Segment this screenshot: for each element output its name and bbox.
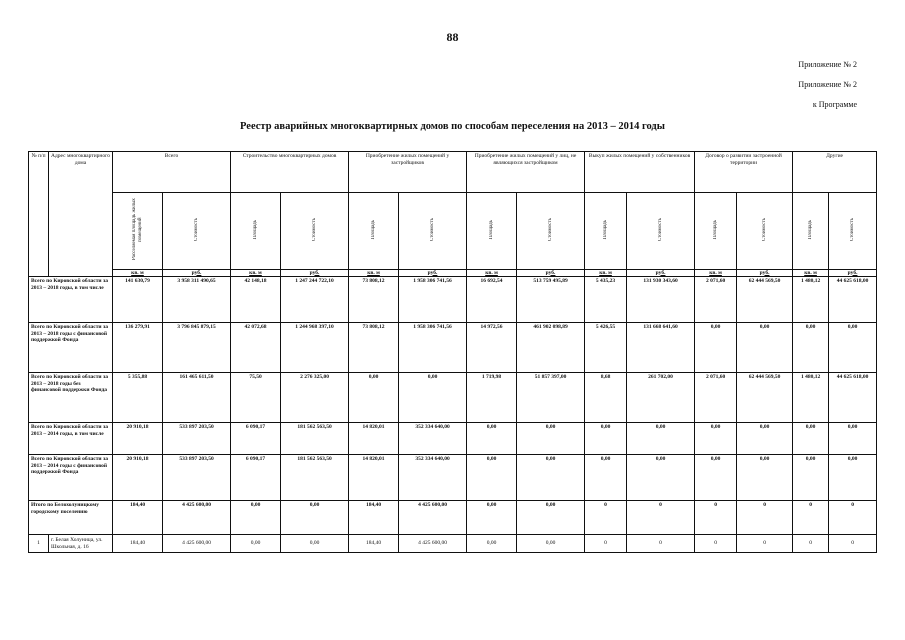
table-row xyxy=(29,277,877,323)
subheader-cost: Стоимость xyxy=(829,193,877,270)
table-cell: 184,40 xyxy=(349,501,399,535)
table-cell: 0,00 xyxy=(467,423,517,455)
table-cell: 0,00 xyxy=(517,455,585,501)
table-cell: 0 xyxy=(695,535,737,553)
table-cell: 1 719,98 xyxy=(467,373,517,423)
table-cell: 16 692,54 xyxy=(467,277,517,323)
row-address: г. Белая Холуница, ул. Школьная, д. 16 xyxy=(49,535,113,553)
table-cell: 20 910,18 xyxy=(113,455,163,501)
row-label: Всего по Кировской области за 2013 – 2018 годы, в том числе xyxy=(29,277,113,323)
row-label: Всего по Кировской области за 2013 – 2018 годы с финансовой поддержкой Фонда xyxy=(29,323,113,373)
table-cell: 461 902 098,89 xyxy=(517,323,585,373)
table-cell: 0,00 xyxy=(829,423,877,455)
table-cell: 14 820,01 xyxy=(349,423,399,455)
table-cell: 0,00 xyxy=(585,423,627,455)
table-cell: 0 xyxy=(829,535,877,553)
table-cell: 0,00 xyxy=(585,455,627,501)
table-cell: 42 148,18 xyxy=(231,277,281,323)
table-cell: 0 xyxy=(793,535,829,553)
unit-area: кв. м xyxy=(695,269,737,277)
table-cell: 0,00 xyxy=(231,535,281,553)
table-cell: 0,00 xyxy=(467,501,517,535)
table-cell: 6 090,17 xyxy=(231,455,281,501)
table-cell: 0 xyxy=(829,501,877,535)
unit-cost: руб. xyxy=(737,269,793,277)
appendix-line: к Программе xyxy=(812,100,857,109)
table-cell: 6 090,17 xyxy=(231,423,281,455)
table-row xyxy=(29,373,877,423)
header-address: Адрес многоквартирного дома xyxy=(49,152,113,277)
table-row xyxy=(29,535,877,553)
table-cell: 44 625 618,00 xyxy=(829,373,877,423)
table-cell: 5 355,88 xyxy=(113,373,163,423)
unit-area: кв. м xyxy=(349,269,399,277)
subheader-area: Площадь xyxy=(467,193,517,270)
subheader-area: Площадь xyxy=(231,193,281,270)
table-cell: 0,00 xyxy=(517,423,585,455)
unit-cost: руб. xyxy=(829,269,877,277)
table-cell: 1 247 244 722,10 xyxy=(281,277,349,323)
table-cell: 136 279,91 xyxy=(113,323,163,373)
table-cell: 14 972,56 xyxy=(467,323,517,373)
table-cell: 5 426,55 xyxy=(585,323,627,373)
table-cell: 44 625 618,00 xyxy=(829,277,877,323)
row-label: Всего по Кировской области за 2013 – 2014 годы, в том числе xyxy=(29,423,113,455)
subheader-area: Площадь xyxy=(585,193,627,270)
table-cell: 8,68 xyxy=(585,373,627,423)
table-cell: 0,00 xyxy=(517,535,585,553)
table-cell: 513 759 495,89 xyxy=(517,277,585,323)
table-cell: 181 562 563,50 xyxy=(281,423,349,455)
header-group: Приобретение жилых помещений у лиц, не являющихся застройщиком xyxy=(467,152,585,193)
table-cell: 2 276 325,00 xyxy=(281,373,349,423)
subheader-cost: Стоимость xyxy=(517,193,585,270)
table-cell: 0,00 xyxy=(737,323,793,373)
table-cell: 73 808,12 xyxy=(349,277,399,323)
unit-area: кв. м xyxy=(793,269,829,277)
register-table xyxy=(28,151,877,553)
table-cell: 0 xyxy=(737,501,793,535)
table-cell: 0,00 xyxy=(829,455,877,501)
header-num: № п/п xyxy=(29,152,49,277)
unit-cost: руб. xyxy=(281,269,349,277)
table-cell: 0,00 xyxy=(627,455,695,501)
subheader-area: Площадь xyxy=(793,193,829,270)
table-cell: 352 334 640,00 xyxy=(399,455,467,501)
table-cell: 0,00 xyxy=(737,455,793,501)
table-cell: 42 072,68 xyxy=(231,323,281,373)
table-cell: 0,00 xyxy=(281,501,349,535)
unit-cost: руб. xyxy=(517,269,585,277)
table-cell: 0 xyxy=(585,535,627,553)
row-label: Итого по Белохолуницкому городскому поселению xyxy=(29,501,113,535)
table-cell: 0 xyxy=(585,501,627,535)
header-group: Строительство многоквартирных домов xyxy=(231,152,349,193)
table-cell: 4 425 600,00 xyxy=(399,535,467,553)
row-label: Всего по Кировской области за 2013 – 2018 годы без финансовой поддержки Фонда xyxy=(29,373,113,423)
table-cell: 261 702,00 xyxy=(627,373,695,423)
table-cell: 0,00 xyxy=(281,535,349,553)
table-cell: 161 465 611,50 xyxy=(163,373,231,423)
table-cell: 1 480,12 xyxy=(793,373,829,423)
table-cell: 62 444 569,50 xyxy=(737,373,793,423)
appendix-line: Приложение № 2 xyxy=(798,80,857,89)
table-cell: 2 071,60 xyxy=(695,277,737,323)
unit-area: кв. м xyxy=(585,269,627,277)
table-cell: 0,00 xyxy=(695,423,737,455)
table-cell: 181 562 563,50 xyxy=(281,455,349,501)
table-cell: 0 xyxy=(627,501,695,535)
header-group: Приобретение жилых помещений у застройщиков xyxy=(349,152,467,193)
table-cell: 0,00 xyxy=(695,455,737,501)
table-cell: 1 244 968 397,10 xyxy=(281,323,349,373)
table-cell: 0,00 xyxy=(695,323,737,373)
table-cell: 0,00 xyxy=(793,323,829,373)
table-cell: 0,00 xyxy=(627,423,695,455)
table-row xyxy=(29,501,877,535)
table-cell: 75,50 xyxy=(231,373,281,423)
table-cell: 131 668 641,60 xyxy=(627,323,695,373)
table-cell: 0,00 xyxy=(737,423,793,455)
subheader-cost: Стоимость xyxy=(281,193,349,270)
row-number: 1 xyxy=(29,535,49,553)
table-cell: 184,40 xyxy=(113,535,163,553)
table-cell: 4 425 600,00 xyxy=(163,535,231,553)
table-cell: 3 796 845 879,15 xyxy=(163,323,231,373)
unit-cost: руб. xyxy=(163,269,231,277)
page-number: 88 xyxy=(446,30,459,44)
table-cell: 0,00 xyxy=(467,455,517,501)
table-cell: 0,00 xyxy=(793,455,829,501)
table-cell: 5 435,23 xyxy=(585,277,627,323)
table-row xyxy=(29,323,877,373)
subheader-area: Площадь xyxy=(349,193,399,270)
table-cell: 62 444 569,50 xyxy=(737,277,793,323)
table-cell: 2 071,60 xyxy=(695,373,737,423)
subheader-cost: Стоимость xyxy=(163,193,231,270)
table-cell: 3 958 311 490,65 xyxy=(163,277,231,323)
table-cell: 4 425 600,00 xyxy=(399,501,467,535)
table-cell: 0,00 xyxy=(829,323,877,373)
subheader-cost: Стоимость xyxy=(399,193,467,270)
document-title: Реестр аварийных многоквартирных домов по способам переселения на 2013 – 2014 годы xyxy=(240,121,665,132)
table-cell: 352 334 640,00 xyxy=(399,423,467,455)
table-row xyxy=(29,455,877,501)
unit-area: кв. м xyxy=(231,269,281,277)
unit-area: кв. м xyxy=(467,269,517,277)
appendix-line: Приложение № 2 xyxy=(798,60,857,69)
table-cell: 131 930 343,60 xyxy=(627,277,695,323)
header-group: Договор о развитии застроенной территории xyxy=(695,152,793,193)
header-group: Всего xyxy=(113,152,231,193)
table-cell: 0,00 xyxy=(349,373,399,423)
table-cell: 0 xyxy=(793,501,829,535)
unit-cost: руб. xyxy=(627,269,695,277)
row-label: Всего по Кировской области за 2013 – 2014 годы с финансовой поддержкой Фонда xyxy=(29,455,113,501)
table-cell: 20 910,18 xyxy=(113,423,163,455)
table-cell: 184,40 xyxy=(349,535,399,553)
table-cell: 4 425 600,00 xyxy=(163,501,231,535)
table-cell: 0 xyxy=(627,535,695,553)
table-cell: 0,00 xyxy=(793,423,829,455)
table-cell: 51 857 397,00 xyxy=(517,373,585,423)
unit-cost: руб. xyxy=(399,269,467,277)
table-cell: 533 897 203,50 xyxy=(163,455,231,501)
table-cell: 184,40 xyxy=(113,501,163,535)
table-cell: 0 xyxy=(737,535,793,553)
table-cell: 533 897 203,50 xyxy=(163,423,231,455)
unit-area: кв. м xyxy=(113,269,163,277)
table-row xyxy=(29,423,877,455)
table-cell: 1 480,12 xyxy=(793,277,829,323)
header-group: Выкуп жилых помещений у собственников xyxy=(585,152,695,193)
subheader-area: Расселяемая площадь жилых помещений xyxy=(113,193,163,270)
header-group: Другие xyxy=(793,152,877,193)
table-cell: 0,00 xyxy=(517,501,585,535)
table-cell: 73 808,12 xyxy=(349,323,399,373)
table-cell: 0,00 xyxy=(399,373,467,423)
table-cell: 0 xyxy=(695,501,737,535)
subheader-area: Площадь xyxy=(695,193,737,270)
table-cell: 14 820,01 xyxy=(349,455,399,501)
table-cell: 0,00 xyxy=(231,501,281,535)
table-cell: 1 958 306 741,56 xyxy=(399,277,467,323)
table-cell: 141 630,79 xyxy=(113,277,163,323)
subheader-cost: Стоимость xyxy=(737,193,793,270)
subheader-cost: Стоимость xyxy=(627,193,695,270)
table-cell: 0,00 xyxy=(467,535,517,553)
table-cell: 1 958 306 741,56 xyxy=(399,323,467,373)
